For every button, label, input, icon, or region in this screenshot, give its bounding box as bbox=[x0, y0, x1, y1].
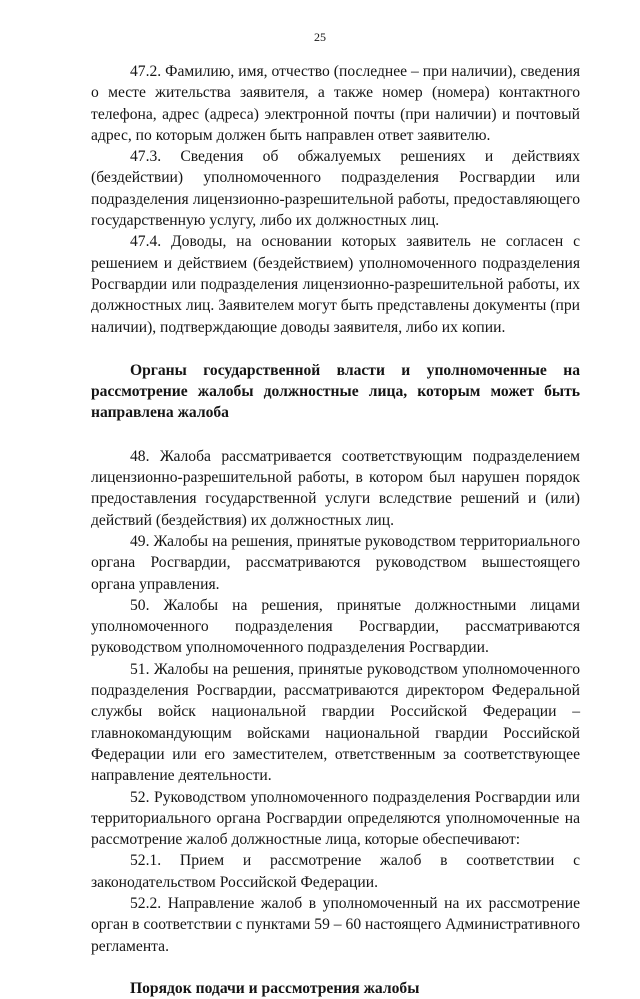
paragraph-52-1: 52.1. Прием и рассмотрение жалоб в соответствии с законодательством Российской Федерации. bbox=[91, 852, 580, 891]
section-heading-complaint-procedure: Порядок подачи и рассмотрения жалобы bbox=[130, 979, 420, 997]
paragraph-47-3: 47.3. Сведения об обжалуемых решениях и действиях (бездействии) уполномоченного подразделения Росгвардии или подразделения лицензионно-разрешительной работы, предоставляющего государственную услугу, либо их должностных лиц. bbox=[91, 148, 580, 230]
paragraph-49: 49. Жалобы на решения, принятые руководством территориального органа Росгвардии, рассматриваются руководством вышестоящего органа управления. bbox=[91, 532, 580, 593]
spacer bbox=[91, 957, 580, 978]
spacer bbox=[91, 338, 580, 360]
paragraph-48: 48. Жалоба рассматривается соответствующим подразделением лицензионно-разрешительной работы, в котором был нарушен порядок предоставления государственной услуги вследствие решений и (или) действий (бездействия) их должностных лиц. bbox=[91, 447, 580, 529]
paragraph-50: 50. Жалобы на решения, принятые должностными лицами уполномоченного подразделения Росгвардии, рассматриваются руководством уполномоченного подразделения Росгвардии. bbox=[91, 596, 580, 657]
spacer bbox=[91, 424, 580, 446]
section-heading-complaint-authorities: Органы государственной власти и уполномоченные на рассмотрение жалобы должностные лица, которым может быть направлена жалоба bbox=[91, 361, 580, 422]
paragraph-47-4: 47.4. Доводы, на основании которых заявитель не согласен с решением и действием (бездействием) уполномоченного подразделения Росгвардии или подразделения лицензионно-разрешительной работы, их должностных лиц. Заявителем могут быть представлены документы (при наличии), подтверждающие доводы заявителя, либо их копии. bbox=[91, 233, 580, 336]
paragraph-52: 52. Руководством уполномоченного подразделения Росгвардии или территориального органа Росгвардии определяются уполномоченные на рассмотрение жалоб должностные лица, которые обеспечивают: bbox=[91, 788, 580, 849]
paragraph-47-2: 47.2. Фамилию, имя, отчество (последнее – при наличии), сведения о месте жительства заявителя, а также номер (номера) контактного телефона, адрес (адреса) электронной почты (при наличии) и почтовый адрес, по которым должен быть направлен ответ заявителю. bbox=[91, 63, 580, 144]
page-content bbox=[91, 61, 580, 999]
paragraph-52-2: 52.2. Направление жалоб в уполномоченный на их рассмотрение орган в соответствии с пунктами 59 – 60 настоящего Административного регламента. bbox=[91, 894, 580, 955]
paragraph-51: 51. Жалобы на решения, принятые руководством уполномоченного подразделения Росгвардии, рассматриваются директором Федеральной службы войск национальной гвардии Российской Федерации – главнокомандующим войсками национальной гвардии Российской Федерации или его заместителем, ответственным за соответствующее направление деятельности. bbox=[91, 660, 580, 785]
page-number: 25 bbox=[314, 30, 326, 44]
